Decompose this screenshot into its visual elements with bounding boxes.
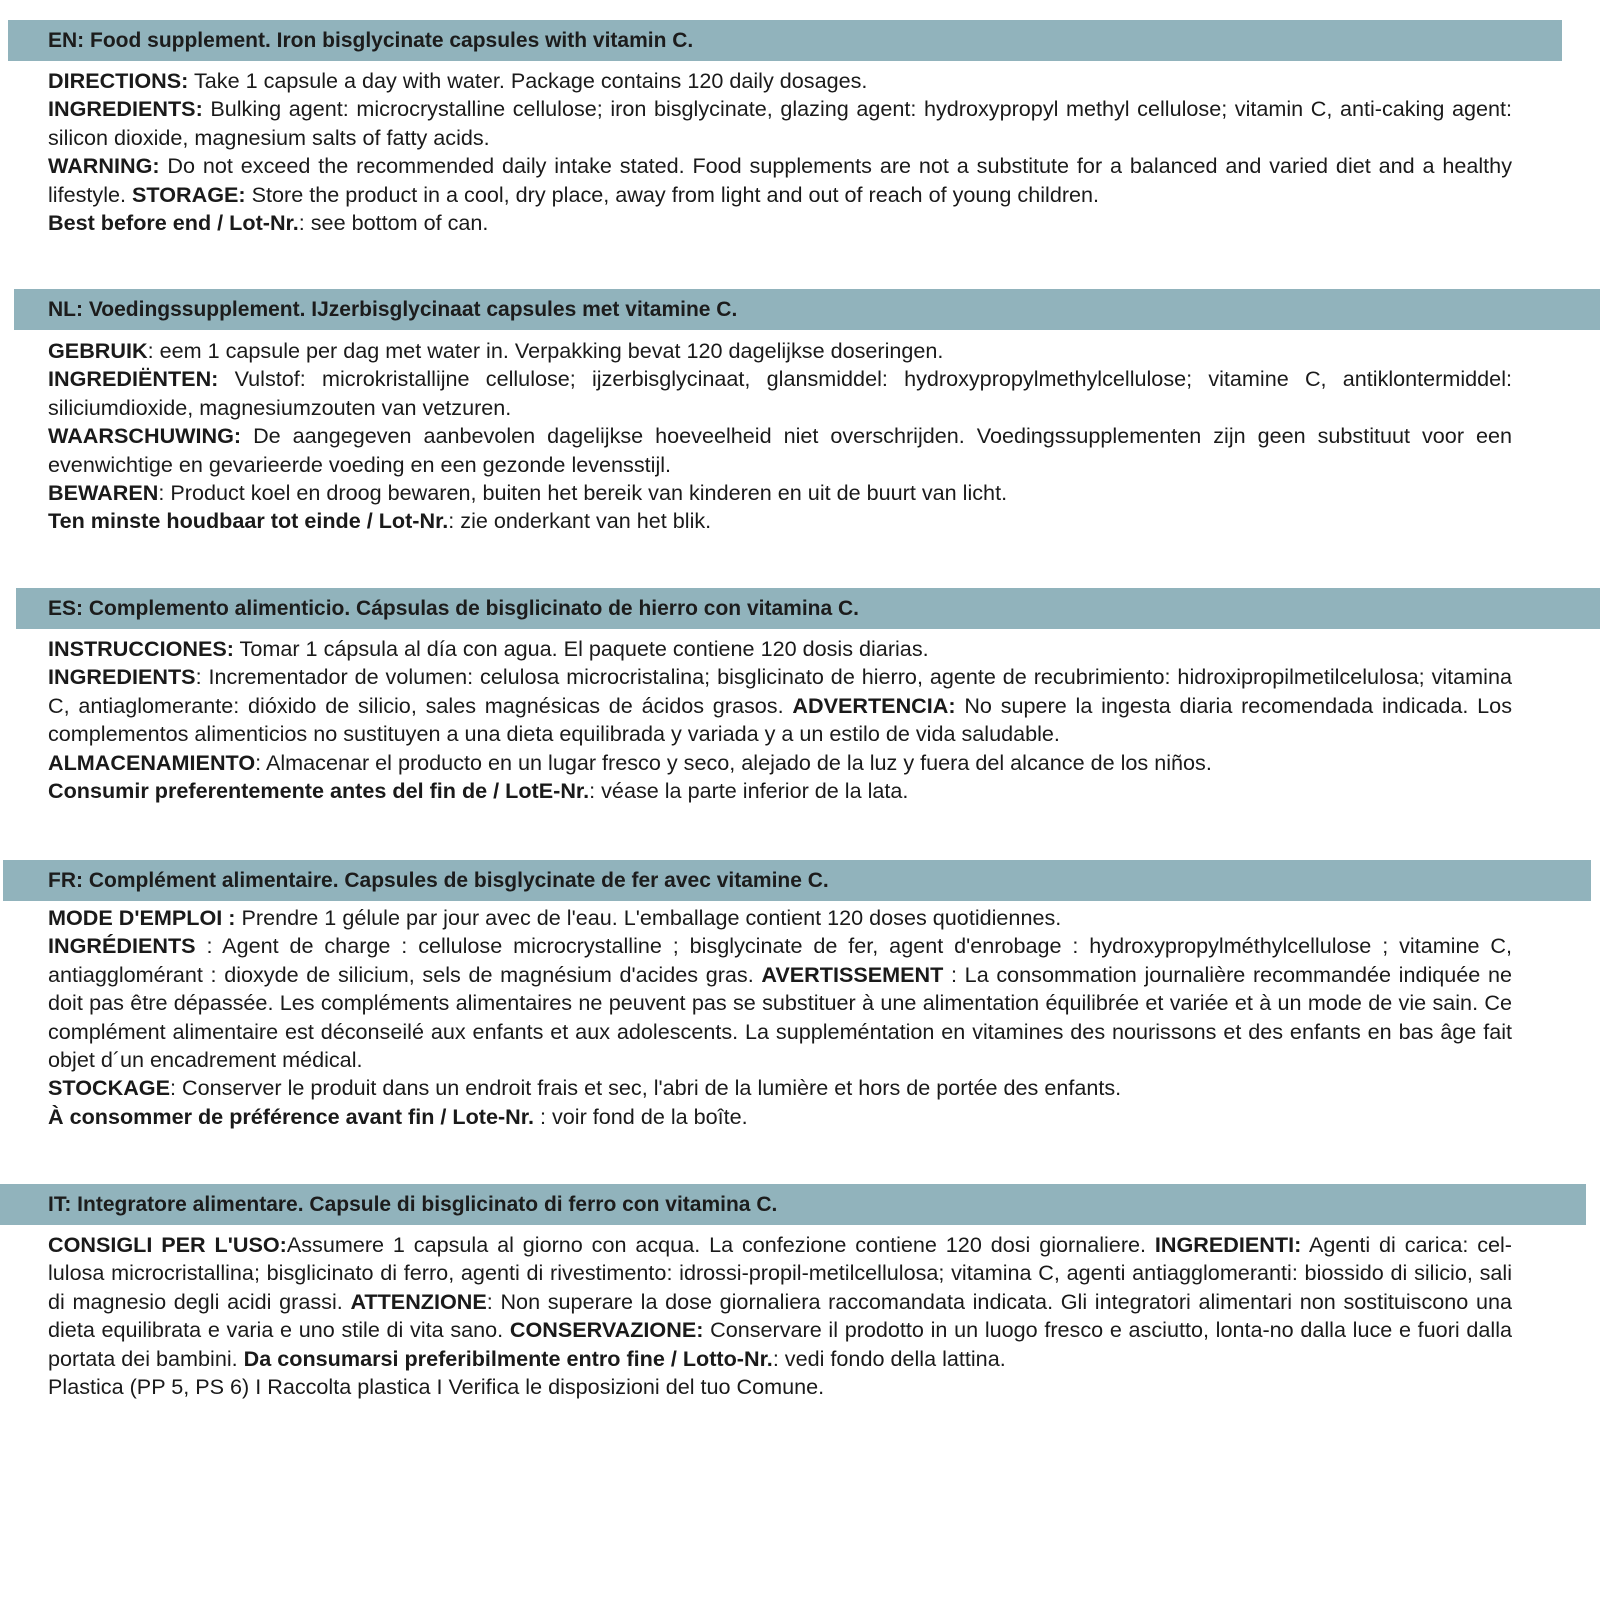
storage-label: BEWAREN [48, 480, 159, 506]
directions-paragraph [48, 67, 1512, 95]
storage-text: : Almacenar el producto en un lugar fresco y seco, alejado de la luz y fuera del alcance de los niños. [255, 749, 1212, 775]
section-title: EN: Food supplement. Iron bisglycinate capsules with vitamin C. [48, 29, 694, 52]
section-body [48, 904, 1512, 1131]
section-header-bar [3, 860, 1591, 901]
ingredients-label: INGREDIENTS [48, 664, 196, 690]
best-before-label: À consommer de préférence avant fin / Lote-Nr. [48, 1103, 534, 1129]
best-before-text: : véase la parte inferior de la lata. [589, 778, 909, 804]
section-title: ES: Complemento alimenticio. Cápsulas de bisglicinato de hierro con vitamina C. [48, 597, 860, 620]
section-body [48, 67, 1512, 237]
storage-label: STORAGE: [132, 181, 246, 207]
directions-paragraph [48, 904, 1512, 932]
section-body [48, 1231, 1512, 1401]
directions-text: Assumere 1 capsula al giorno con acqua. La confezione contiene 120 dosi giornaliere. [286, 1232, 1155, 1257]
best-before-paragraph [48, 209, 1512, 237]
recycling-paragraph [48, 1373, 1512, 1401]
storage-text: Conservare il prodotto in un luogo fresco e asciutto, lonta-no dalla luce e fuori dalla portata dei bambini. [48, 1317, 1512, 1371]
ingredients-text: : Agent de charge : cellulose microcrystalline ; bisglycinate de fer, agent d'enrobage : hydroxypropylméthylcellulose ; vitamine C, antiagglomérant : dioxyde de silicium, sels de magnésium d'acides gras. [48, 933, 1512, 987]
section-header-bar [8, 20, 1562, 61]
storage-label: ALMACENAMIENTO [48, 749, 256, 775]
best-before-paragraph [48, 1103, 1512, 1131]
storage-paragraph [48, 479, 1512, 507]
section-title: FR: Complément alimentaire. Capsules de bisglycinate de fer avec vitamine C. [48, 869, 829, 892]
warning-text: : Non superare la dose giornaliera raccomandata indicata. Gli integratori alimentari non sostituiscono una dieta equilibrata e varia e uno stile di vita sano. [48, 1288, 1512, 1343]
best-before-text: : see bottom of can. [298, 210, 489, 236]
directions-label: CONSIGLI PER L'USO: [48, 1232, 287, 1257]
section-body [48, 635, 1512, 805]
warning-label: WARNING: [48, 153, 160, 179]
ingredients-text: : Incrementador de volumen: celulosa microcristalina; bisglicinato de hierro, agente de recubrimiento: hidroxipropilmetilcelulosa; vitamina C, antiaglomerante: dióxido de silicio, sales magnésicas de ácidos grasos. [48, 664, 1512, 718]
warning-paragraph [48, 422, 1512, 479]
directions-label: GEBRUIK [48, 338, 148, 363]
storage-paragraph [48, 1074, 1512, 1102]
best-before-label: Consumir preferentemente antes del fin de / LotE-Nr. [48, 778, 590, 804]
directions-paragraph [48, 635, 1512, 663]
ingredients-label: INGREDIENTS: [48, 96, 203, 122]
directions-label: DIRECTIONS: [48, 68, 189, 93]
best-before-paragraph [48, 507, 1512, 535]
ingredients-text: Agenti di carica: cel-lulosa microcristallina; bisglicinato di ferro, agenti di rivestimento: idrossi-propil-metilcellulosa; vitamina C, agenti antiagglomeranti: biossido di silicio, sali di magnesio degli acidi grassi. [48, 1232, 1512, 1314]
storage-text: : Product koel en droog bewaren, buiten het bereik van kinderen en uit de buurt van licht. [158, 480, 1008, 506]
ingredients-label: INGREDIËNTEN: [48, 366, 219, 392]
section-title: IT: Integratore alimentare. Capsule di bisglicinato di ferro con vitamina C. [48, 1193, 778, 1216]
ingredients-text: Vulstof: microkristallijne cellulose; ijzerbisglycinaat, glansmiddel: hydroxypropylmethylcellulose; vitamine C, antiklontermiddel: siliciumdioxide, magnesiumzouten van vetzuren. [48, 366, 1512, 420]
ingredients-label: INGRÉDIENTS [48, 933, 196, 959]
section-header-bar [16, 588, 1600, 629]
section-title: NL: Voedingssupplement. IJzerbisglycinaat capsules met vitamine C. [48, 298, 738, 321]
ingredients-paragraph [48, 663, 1512, 748]
best-before-label: Best before end / Lot-Nr. [48, 210, 299, 236]
best-before-text: : voir fond de la boîte. [534, 1103, 748, 1129]
directions-text: Prendre 1 gélule par jour avec de l'eau. L'emballage contient 120 doses quotidiennes. [235, 905, 1062, 930]
best-before-paragraph [48, 777, 1512, 805]
storage-label: CONSERVAZIONE: [509, 1317, 704, 1343]
warning-label: WAARSCHUWING: [48, 423, 242, 449]
warning-text: De aangegeven aanbevolen dagelijkse hoeveelheid niet overschrijden. Voedingssupplementen zijn geen substituut voor een evenwichtige en gevarieerde voeding en een gezonde levensstijl. [48, 423, 1512, 477]
storage-text: Store the product in a cool, dry place, away from light and out of reach of young children. [245, 181, 1100, 207]
directions-paragraph [48, 1231, 1512, 1373]
directions-label: MODE D'EMPLOI : [48, 905, 236, 930]
recycling-text: Plastica (PP 5, PS 6) I Raccolta plastica I Verifica le disposizioni del tuo Comune. [48, 1374, 825, 1400]
ingredients-paragraph [48, 932, 1512, 1074]
warning-label: ADVERTENCIA: [792, 692, 956, 718]
best-before-label: Da consumarsi preferibilmente entro fine / Lotto-Nr. [243, 1345, 773, 1371]
ingredients-text: Bulking agent: microcrystalline cellulose; iron bisglycinate, glazing agent: hydroxypropyl methyl cellulose; vitamin C, anti-caking agent: silicon dioxide, magnesium salts of fatty acids. [48, 96, 1512, 150]
section-header-bar [0, 1184, 1586, 1225]
directions-text: Take 1 capsule a day with water. Package contains 120 daily dosages. [188, 68, 868, 93]
storage-label: STOCKAGE [48, 1075, 170, 1101]
warning-label: ATTENZIONE [350, 1288, 487, 1314]
directions-paragraph [48, 337, 1512, 365]
section-body [48, 337, 1512, 536]
storage-paragraph [48, 749, 1512, 777]
warning-text: : La consommation journalière recommandée indiquée ne doit pas être dépassée. Les compléments alimentaires ne peuvent pas se substituer à une alimentation équilibrée et variée et à un mode de vie sain. Ce complément alimentaire est déconseilé aux enfants et aux adolescents. La suppleméntation en vitamines des nourissons et des enfants en bas âge fait objet d´un encadrement médical. [48, 961, 1512, 1073]
ingredients-paragraph [48, 365, 1512, 422]
storage-text: : Conserver le produit dans un endroit frais et sec, l'abri de la lumière et hors de portée des enfants. [169, 1075, 1122, 1101]
warning-label: AVERTISSEMENT [761, 961, 944, 987]
warning-text: No supere la ingesta diaria recomendada indicada. Los complementos alimenticios no sustituyen a una dieta equilibrada y variada y a un estilo de vida saludable. [48, 692, 1512, 747]
best-before-label: Ten minste houdbaar tot einde / Lot-Nr. [48, 508, 449, 534]
warning-paragraph [48, 152, 1512, 209]
directions-label: INSTRUCCIONES: [48, 636, 234, 661]
ingredients-label: INGREDIENTI: [1154, 1232, 1302, 1257]
section-header-bar [14, 289, 1600, 330]
directions-text: : eem 1 capsule per dag met water in. Verpakking bevat 120 dagelijkse doseringen. [147, 338, 944, 363]
directions-text: Tomar 1 cápsula al día con agua. El paquete contiene 120 dosis diarias. [233, 636, 929, 661]
ingredients-paragraph [48, 95, 1512, 152]
warning-text: Do not exceed the recommended daily intake stated. Food supplements are not a substitute for a balanced and varied diet and a healthy lifestyle. [48, 153, 1512, 207]
best-before-text: : zie onderkant van het blik. [448, 508, 712, 534]
best-before-text: : vedi fondo della lattina. [772, 1345, 1006, 1371]
